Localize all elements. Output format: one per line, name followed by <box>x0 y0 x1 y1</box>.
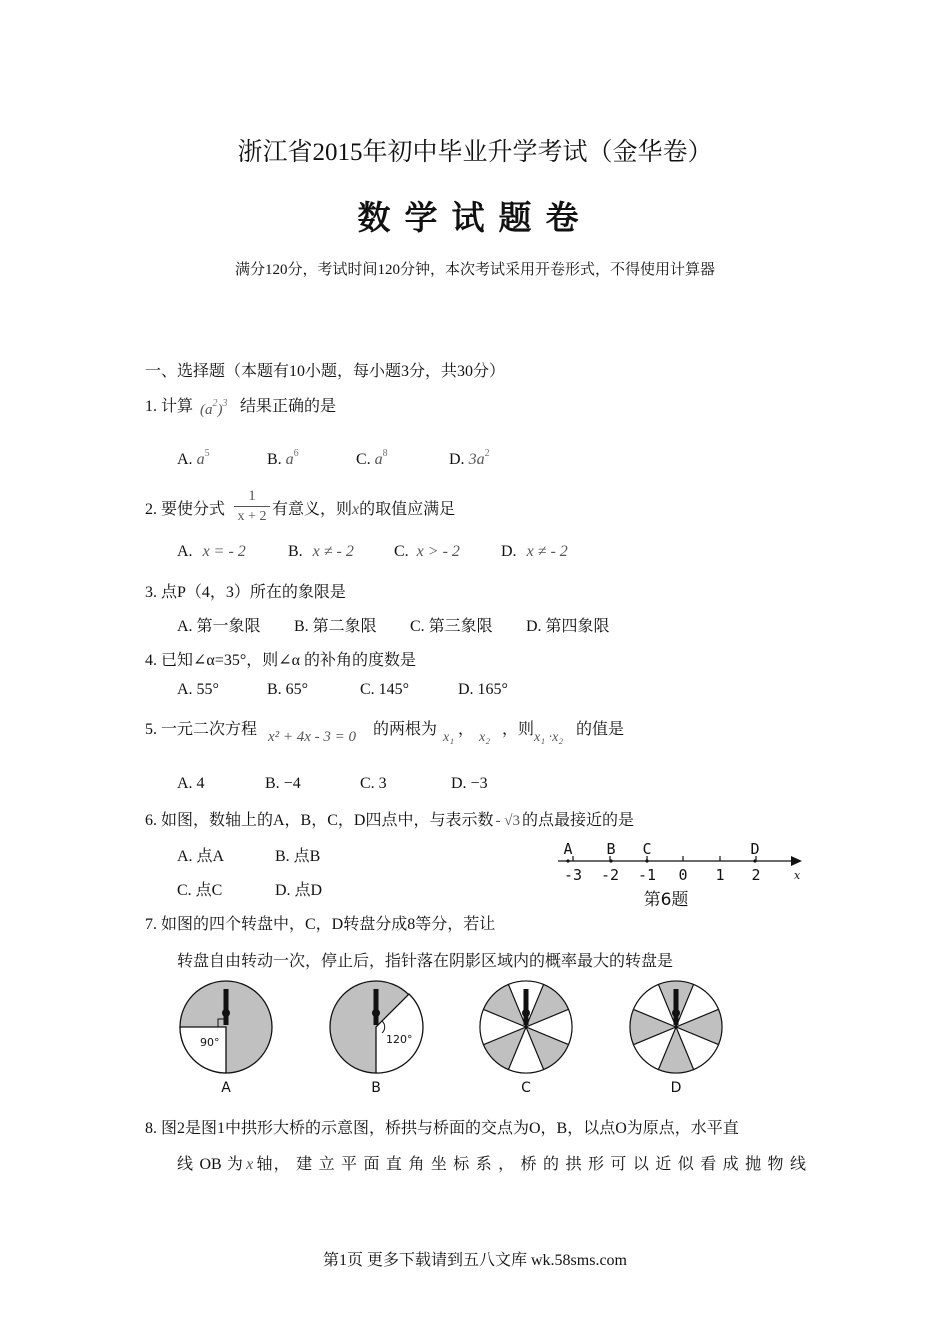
question-text: ，则 <box>502 721 535 738</box>
option-d[interactable]: D. 165° <box>458 681 508 698</box>
option-d[interactable] <box>501 543 568 561</box>
pointer-hub <box>522 1009 530 1017</box>
tick-label: -3 <box>563 866 583 884</box>
option-c[interactable] <box>394 543 460 561</box>
question-text <box>272 496 455 519</box>
variable: x <box>352 501 360 518</box>
option-expr: x = - 2 <box>202 543 246 560</box>
spinner-label: B <box>371 1080 381 1096</box>
option-c[interactable]: C. 3 <box>360 775 387 792</box>
option-letter: B. <box>288 543 303 560</box>
option-exp: 2 <box>484 448 490 459</box>
root-x1: x₁ <box>443 730 455 745</box>
option-a[interactable] <box>177 448 210 469</box>
option-b[interactable]: B. −4 <box>265 775 301 792</box>
subject-title: 数学试题卷 <box>357 201 593 237</box>
text-segment: 有意义，则 <box>272 501 353 518</box>
question-8-continued <box>177 1151 806 1174</box>
option-letter: A. <box>177 543 193 560</box>
option-exp: 5 <box>204 448 210 459</box>
spinner-pointer <box>524 989 529 1025</box>
question-text: 结果正确的是 <box>240 398 337 415</box>
question-7-continued: 转盘自由转动一次，停止后，指针落在阴影区域内的概率最大的转盘是 <box>177 953 674 970</box>
question-5: 5. 一元二次方程 <box>145 721 258 738</box>
option-c[interactable] <box>356 448 388 469</box>
option-b[interactable]: B. 第二象限 <box>294 618 377 635</box>
question-6 <box>145 807 634 830</box>
question-text: 的两根为 <box>373 721 438 738</box>
point-label-b: B <box>606 840 616 858</box>
tick-label: 2 <box>751 866 761 884</box>
axis-x-label: x <box>794 869 801 882</box>
spinner-d <box>630 981 722 1096</box>
text-segment: 的取值应满足 <box>359 501 456 518</box>
figure-caption: 第6题 <box>643 890 689 910</box>
axis-arrow <box>791 856 802 866</box>
option-a[interactable]: A. 4 <box>177 775 205 792</box>
question-number: 2. <box>145 501 157 518</box>
option-d[interactable]: D. −3 <box>451 775 488 792</box>
point-d <box>753 859 756 862</box>
tick-label: 1 <box>715 866 725 884</box>
question-text: 的值是 <box>576 721 625 738</box>
angle-label: 90° <box>200 1036 220 1049</box>
option-a[interactable] <box>177 543 246 561</box>
question-text: 的点最接近的是 <box>521 812 634 829</box>
fraction-numerator: 1 <box>234 486 270 507</box>
root-product: x₁ ·x₂ <box>534 730 564 745</box>
option-b[interactable] <box>267 448 299 469</box>
option-letter: D. <box>449 451 465 468</box>
option-letter: C. <box>394 543 409 560</box>
page-footer: 第1页 更多下载请到五八文库 wk.58sms.com <box>322 1252 627 1269</box>
point-label-c: C <box>642 840 652 858</box>
unshaded-sector <box>180 1027 226 1073</box>
spinner-a <box>180 981 272 1096</box>
option-exp: 6 <box>293 448 299 459</box>
question-1 <box>145 393 193 416</box>
option-letter: B. <box>267 451 282 468</box>
expr-exp: 3 <box>222 398 228 409</box>
spinner-pointer <box>224 989 229 1025</box>
option-c[interactable]: C. 145° <box>360 681 410 698</box>
angle-label: 120° <box>386 1033 413 1046</box>
option-expr: 3a <box>468 451 485 468</box>
pointer-hub <box>372 1009 380 1017</box>
option-d[interactable]: D. 点D <box>275 882 323 899</box>
option-expr: a <box>285 451 294 468</box>
spinner-label: C <box>521 1080 531 1096</box>
option-letter: C. <box>356 451 371 468</box>
point-a <box>566 859 569 862</box>
negative-sqrt3: - √3 <box>495 813 520 829</box>
point-label-d: D <box>750 840 760 858</box>
spinner-pointer <box>374 989 379 1025</box>
justified-line <box>177 1151 806 1174</box>
q1-expression <box>200 398 228 419</box>
option-letter: D. <box>501 543 517 560</box>
question-2 <box>145 496 225 519</box>
option-c[interactable]: C. 点C <box>177 882 223 899</box>
option-a[interactable]: A. 第一象限 <box>177 618 261 635</box>
spinners-figure <box>170 975 730 1100</box>
fraction-denominator: x + 2 <box>237 509 267 524</box>
q5-equation: x² + 4x - 3 = 0 <box>268 729 357 745</box>
question-text: 要使分式 <box>161 501 226 518</box>
option-c[interactable]: C. 第三象限 <box>410 618 493 635</box>
point-c <box>645 859 648 862</box>
q2-fraction <box>234 486 270 527</box>
question-number: 1. <box>145 398 157 415</box>
expr-exp: 2 <box>212 398 218 409</box>
spinner-label: A <box>221 1080 231 1096</box>
variable: x <box>246 1156 254 1173</box>
option-letter: A. <box>177 451 193 468</box>
pointer-hub <box>222 1009 230 1017</box>
option-d[interactable]: D. 第四象限 <box>526 618 610 635</box>
pointer-hub <box>672 1009 680 1017</box>
question-text: 6. 如图，数轴上的A，B，C，D四点中，与表示数 <box>145 812 494 829</box>
option-expr: x ≠ - 2 <box>526 543 568 560</box>
spinner-pointer <box>674 989 679 1025</box>
option-a[interactable]: A. 55° <box>177 681 219 698</box>
exam-instructions: 满分120分，考试时间120分钟，本次考试采用开卷形式，不得使用计算器 <box>234 262 715 278</box>
question-3: 3. 点P（4，3）所在的象限是 <box>145 584 346 601</box>
spinner-c <box>480 981 572 1096</box>
comma: ， <box>458 721 475 738</box>
spinner-b <box>330 981 423 1096</box>
tick-label: 0 <box>678 866 688 884</box>
number-line-figure <box>550 835 810 913</box>
option-expr: a <box>196 451 205 468</box>
option-b[interactable]: B. 65° <box>267 681 309 698</box>
text-segment: 线 OB 为 <box>177 1156 245 1173</box>
option-expr: x > - 2 <box>416 543 460 560</box>
section-heading: 一、选择题（本题有10小题，每小题3分，共30分） <box>145 363 506 380</box>
point-label-a: A <box>563 840 573 858</box>
spinner-label: D <box>670 1080 682 1096</box>
exam-title: 浙江省2015年初中毕业升学考试（金华卷） <box>237 139 713 166</box>
text-segment: 轴， 建 立 平 面 直 角 坐 标 系 ， 桥 的 拱 形 可 以 近 似 看 成 抛 物 线 <box>255 1156 806 1173</box>
expr-close: ) <box>217 402 223 418</box>
question-4: 4. 已知∠α=35°，则∠α 的补角的度数是 <box>145 652 417 669</box>
tick-label: -2 <box>600 866 620 884</box>
option-b[interactable]: B. 点B <box>275 848 321 865</box>
root-x2: x₂ <box>479 730 491 745</box>
question-text: 计算 <box>161 398 194 415</box>
option-d[interactable] <box>449 448 490 469</box>
option-a[interactable]: A. 点A <box>177 848 225 865</box>
question-7: 7. 如图的四个转盘中，C，D转盘分成8等分，若让 <box>145 916 496 933</box>
point-b <box>609 859 612 862</box>
option-exp: 8 <box>382 448 388 459</box>
expr-base: (a <box>200 402 213 418</box>
tick-label: -1 <box>637 866 657 884</box>
question-8: 8. 图2是图1中拱形大桥的示意图，桥拱与桥面的交点为O，B，以点O为原点，水平直 <box>145 1120 739 1137</box>
option-b[interactable] <box>288 543 354 561</box>
option-expr: x ≠ - 2 <box>312 543 354 560</box>
option-expr: a <box>374 451 383 468</box>
